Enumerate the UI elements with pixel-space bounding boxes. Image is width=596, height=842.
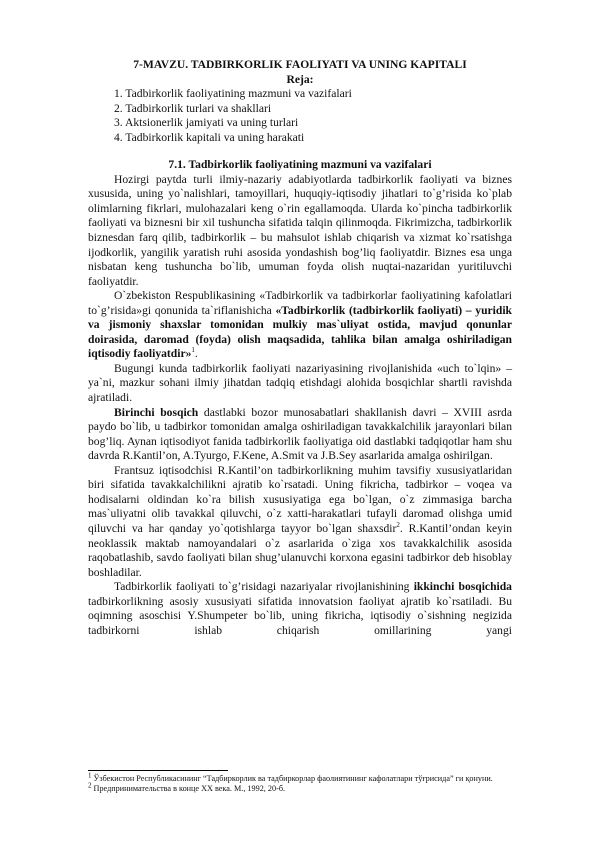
paragraph-4-text: dastlabki bozor munosabatlari shakllanish davri – XVIII asrda paydo bo`lib, u tadbirkor tomonidan amalga oshiriladigan tavakkalchilik jarayonlari bilan bog’liq. Aynan iqtisodiyot fanida tadbirkorlik faoliyatiga oid dastlabki tadqiqotlar ham shu davrda R.Kantil’on, A.Tyurgo, F.Kene, A.Smit va J.B.Sey asarlarida amalga oshirilgan.: [88, 405, 512, 463]
paragraph-6-text-a: Tadbirkorlik faoliyati to`g’risidagi nazariyalar rivojlanishining: [114, 580, 414, 594]
footnote-ref-1[interactable]: 1: [191, 346, 195, 355]
paragraph-5-text-a: Frantsuz iqtisodchisi R.Kantil’on tadbirkorlikning muhim tavsifiy xususiyatlaridan biri sifatida tavakkalchilikni ajratib ko`rsatadi. Uning fikricha, tadbirkor – voqea va hodisalarni oldindan ko`ra bilish xususiyatiga ega bo`lgan, o`z zimmasiga barcha mas`uliyatni olib tavakkal qiluvchi, o`z xatti-harakatlari tufayli daromad olishga umid qiluvchi va har qanday yo`qotishlarga tayyor bo`lgan shaxsdir: [88, 463, 512, 535]
paragraph-5-text-b: . R.Kantil’ondan keyin neoklassik maktab namoyandalari o`z asarlarida o`ziga xos tavakkalchilik asosida raqobatlashib, savdo faoliyati bilan shug’ulanuvchi korxona egasini tadbirkor deb hisoblay boshladilar.: [88, 521, 512, 579]
plan-heading: Reja:: [286, 72, 314, 86]
page-content: [88, 58, 512, 638]
paragraph-2: [88, 289, 512, 362]
footnote-1: [88, 771, 512, 784]
footnote-1-text: Ўзбекистон Республикасининг “Тадбиркорлик ва тадбиркорлар фаолиятининг кафолатлари тўғрисида” ги қонуни.: [91, 774, 493, 783]
footnote-1-number: 1: [88, 771, 92, 780]
paragraph-6-text-b: tadbirkorlikning asosiy xususiyati sifatida innovatsion faoliyat ajratib ko`rsatiladi. Bu oqimning asoschisi Y.Shumpeter bo`lib, uning fikricha, iqtisodiy o`sishning negizida tadbirkorni ishlab chiqarish omillarining yangi: [88, 594, 512, 637]
footnote-separator: [88, 770, 228, 771]
paragraph-5: [88, 464, 512, 580]
plan-item: 2. Tadbirkorlik turlari va shakllari: [114, 101, 272, 115]
paragraph-2-end: .: [194, 347, 198, 361]
plan-item: 3. Aktsionerlik jamiyati va uning turlari: [114, 116, 299, 130]
footnotes: [88, 771, 512, 794]
footnote-ref-2[interactable]: 2: [396, 521, 400, 530]
plan-item: 4. Tadbirkorlik kapitali va uning harakati: [114, 130, 305, 144]
paragraph-6-bold: ikkinchi bosqichida: [413, 580, 512, 594]
paragraph-4-bold: Birinchi bosqich: [114, 405, 199, 419]
paragraph-6: [88, 580, 512, 638]
footnote-2-number: 2: [88, 781, 92, 790]
paragraph-3: Bugungi kunda tadbirkorlik faoliyati nazariyasining rivojlanishida «uch to`lqin» – ya`ni, mazkur sohani ilmiy jihatdan tadqiq etishdagi alohida bosqichlar shartli ravishda ajratiladi.: [88, 361, 512, 405]
section-title: 7.1. Tadbirkorlik faoliyatining mazmuni va vazifalari: [168, 158, 432, 172]
plan-item: 1. Tadbirkorlik faoliyatining mazmuni va vazifalari: [114, 87, 352, 101]
paragraph-2-definition: «Tadbirkorlik (tadbirkorlik faoliyati) – yuridik va jismoniy shaxslar tomonidan mulkiy mas`uliyat ostida, mavjud qonunlar doirasida, daromad (foyda) olish maqsadida, tahlika bilan amalga oshiriladigan iqtisodiy faoliyatdir»: [88, 303, 512, 361]
plan-list: [88, 87, 512, 145]
paragraph-4: [88, 406, 512, 464]
footnote-2-text: Предпринимательства в конце ХХ века. М., 1992, 20-б.: [91, 784, 286, 794]
paragraph-1: Hozirgi paytda turli ilmiy-nazariy adabiyotlarda tadbirkorlik faoliyati va biznes xususida, uning yo`nalishlari, tamoyillari, huquqiy-iqtisodiy jihatlari to`g’risida ko`plab olimlarning fikrlari, mulohazalari keng o`rin egallamoqda. Ularda ko`pincha tadbirkorlik faoliyati va biznesni bir xil tushuncha sifatida talqin qilinmoqda. Fikrimizcha, tadbirkorlik biznesdan farq qilib, tadbirkorlik – bu mahsulot ishlab chiqarish va xizmat ko`rsatishga ijodkorlik, yangilik yaratish ruhi asosida yondashish bog’liq faoliyatdir. Biznes esa unga nisbatan keng tushuncha bo`lib, umuman foyda olish nuqtai-nazaridan yuritiluvchi faoliyatdir.: [88, 172, 512, 288]
paragraph-2-text: O`zbekiston Respublikasining «Tadbirkorlik va tadbirkorlar faoliyatining kafolatlari to`g’risida»gi qonunida ta`riflanishicha: [88, 289, 512, 317]
footnote-2: [88, 781, 512, 794]
page-title: 7-MAVZU. TADBIRKORLIK FAOLIYATI VA UNING KAPITALI: [133, 58, 467, 71]
